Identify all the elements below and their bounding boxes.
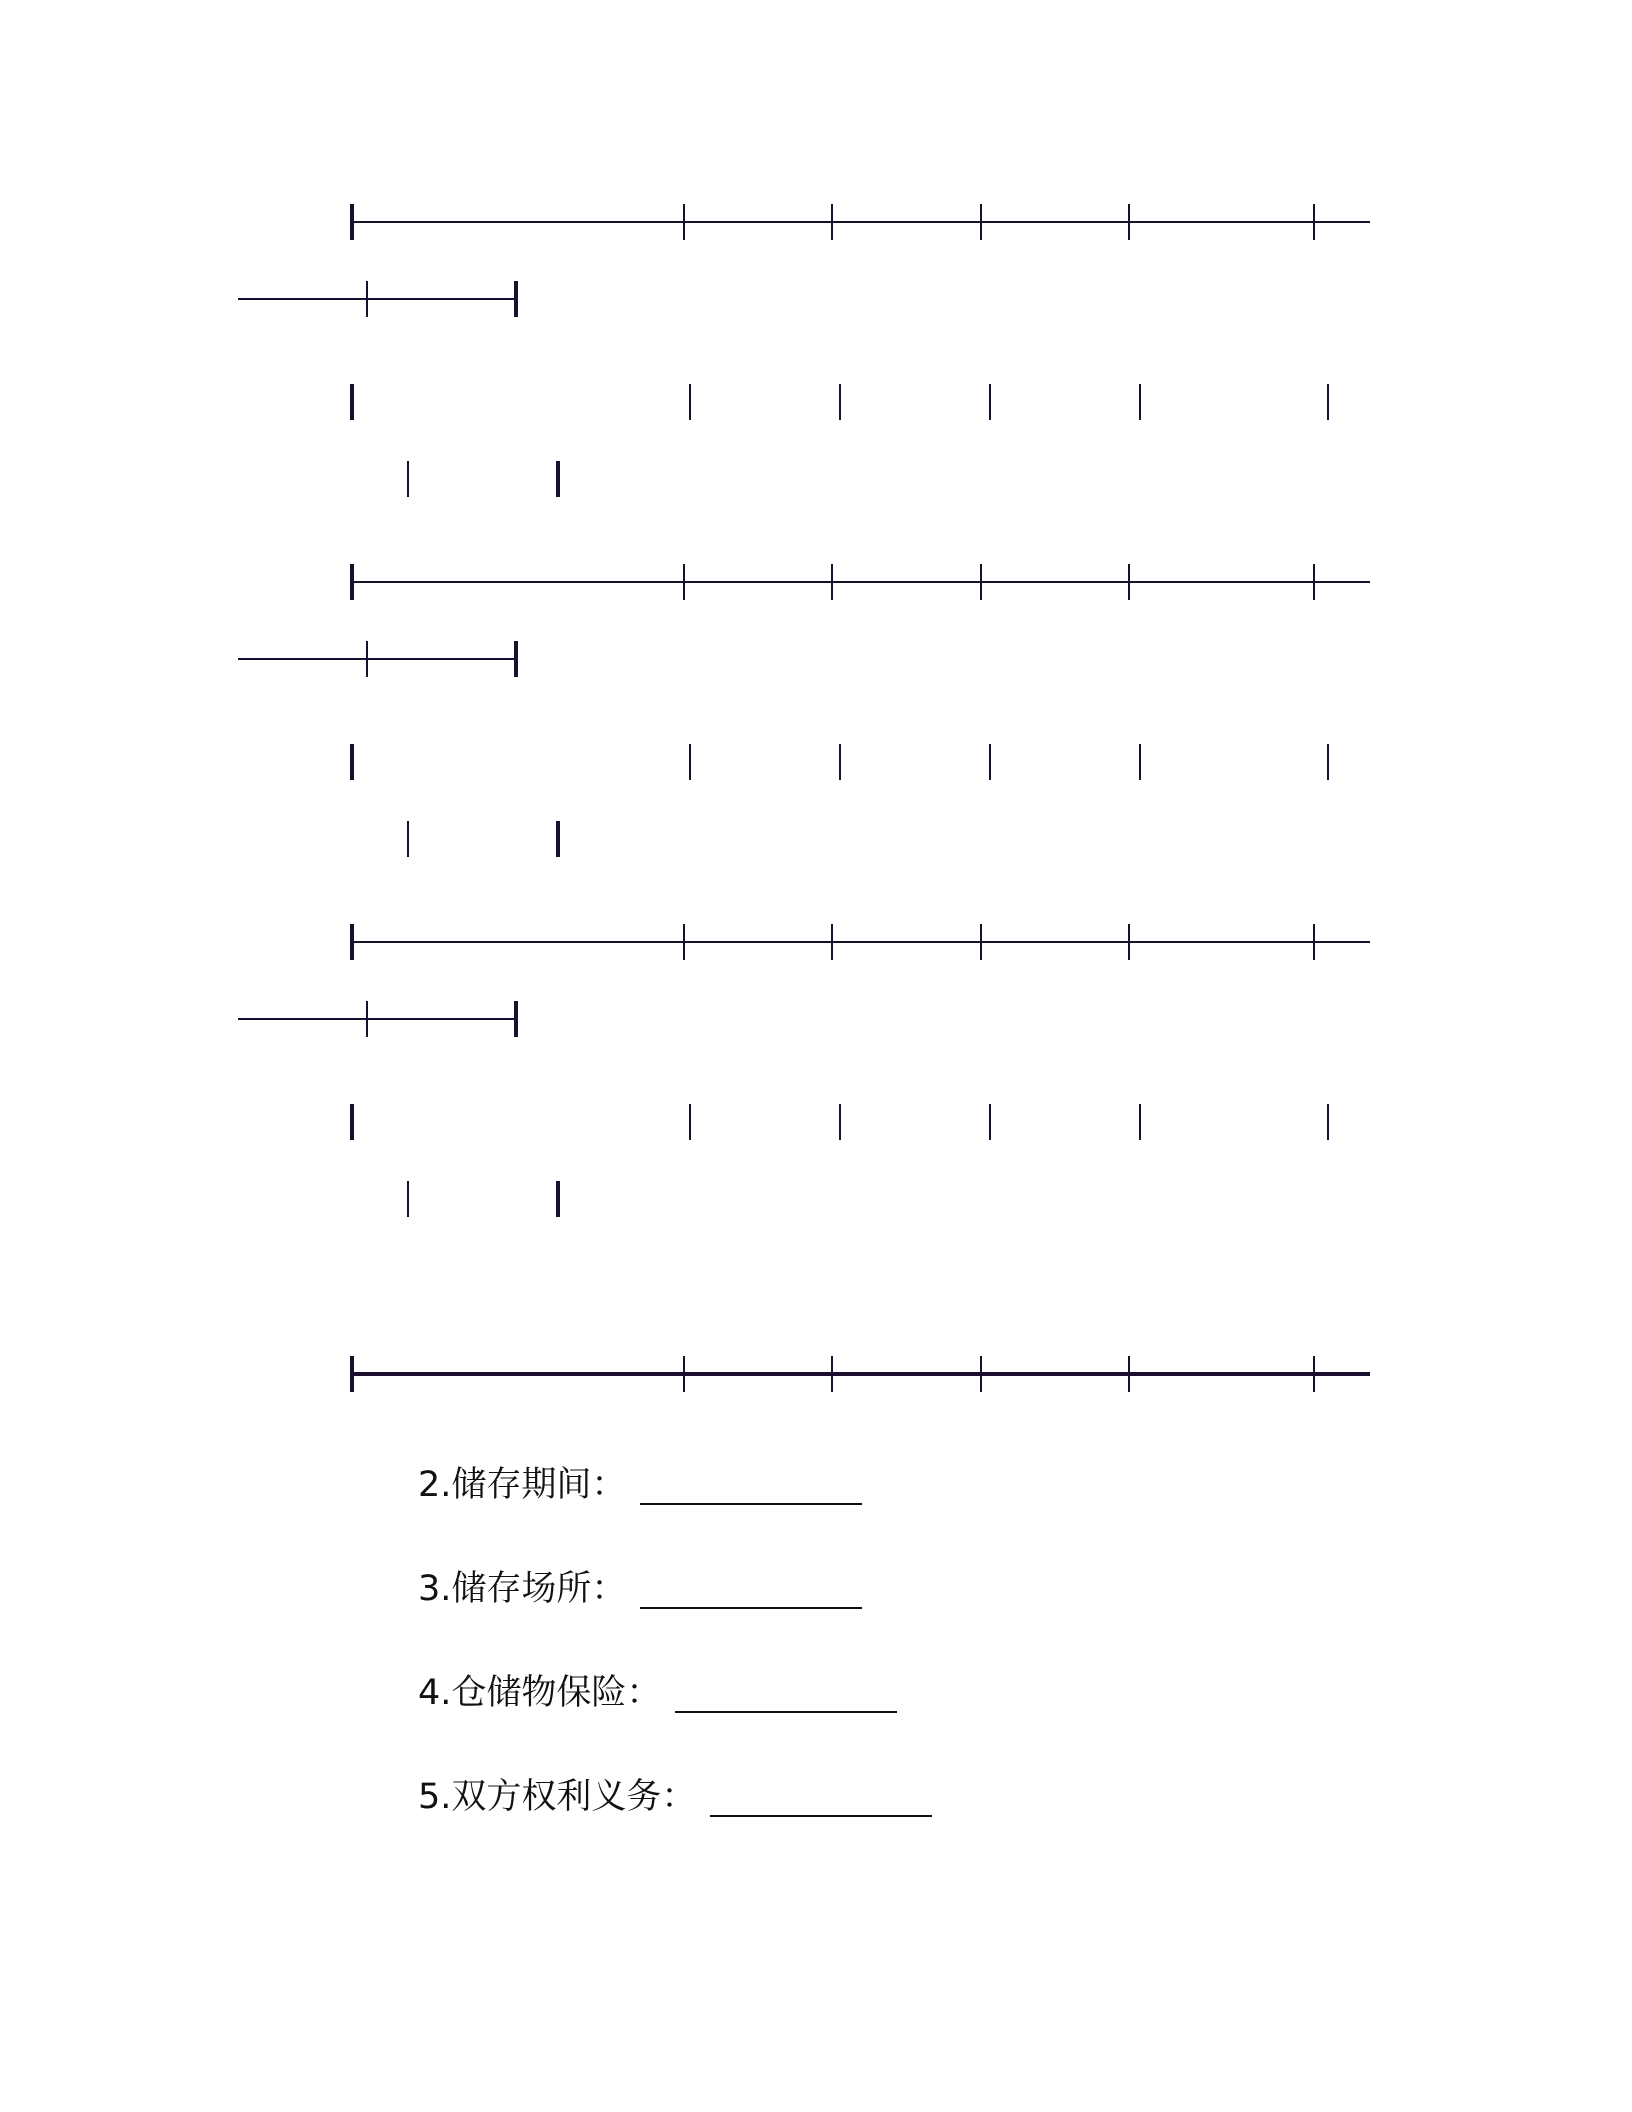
goods-insurance-label: 4.仓储物保险： bbox=[418, 1673, 662, 1713]
rights-obligations-blank[interactable] bbox=[710, 1779, 932, 1817]
goods-insurance-field bbox=[418, 1660, 897, 1720]
storage-location-field bbox=[418, 1556, 862, 1616]
rights-obligations-label: 5.双方权利义务： bbox=[418, 1777, 697, 1817]
storage-period-blank[interactable] bbox=[640, 1467, 862, 1505]
storage-period-label: 2.储存期间： bbox=[418, 1465, 627, 1505]
storage-location-label: 3.储存场所： bbox=[418, 1569, 627, 1609]
storage-period-field bbox=[418, 1452, 862, 1512]
goods-insurance-blank[interactable] bbox=[675, 1675, 897, 1713]
rights-obligations-field bbox=[418, 1764, 932, 1824]
storage-location-blank[interactable] bbox=[640, 1571, 862, 1609]
